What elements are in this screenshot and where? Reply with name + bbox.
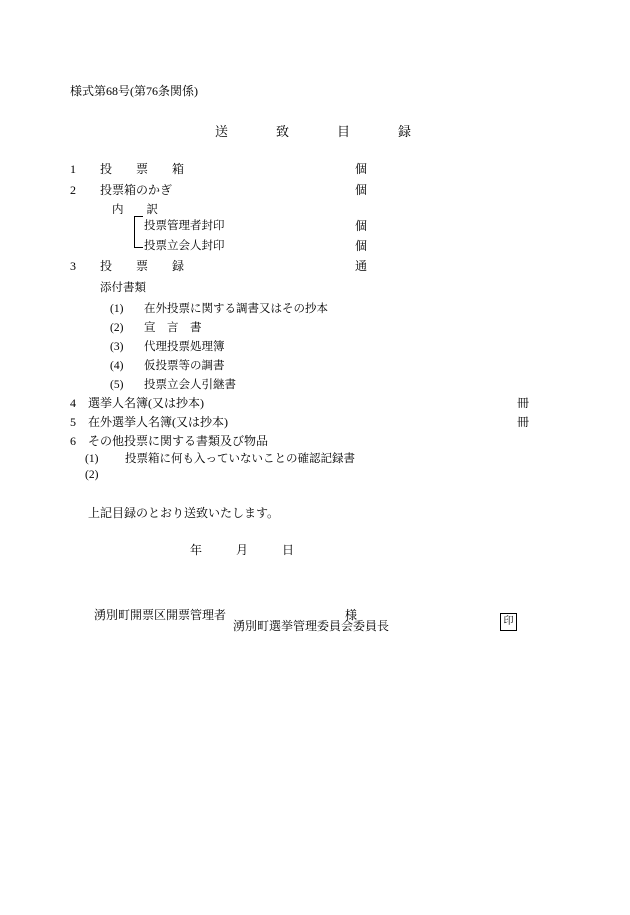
braced-item-unit: 個 [355, 239, 368, 253]
date-year: 年 [190, 543, 203, 557]
title-char-3: 目 [337, 124, 351, 139]
item-unit: 冊 [517, 415, 530, 429]
attachments-heading: 添付書類 [100, 282, 146, 294]
attachment-number: (1) [110, 303, 124, 315]
attachment-label: 投票立会人引継書 [144, 379, 236, 391]
item-number: 1 [70, 162, 76, 176]
attachment-label: 代理投票処理簿 [144, 341, 225, 353]
item-label: 投 票 箱 [100, 162, 185, 176]
brace-bracket [134, 216, 143, 248]
sender-name: 湧別町選挙管理委員会委員長 [233, 619, 390, 633]
item-number: 4 [70, 396, 76, 410]
braced-item-label: 投票管理者封印 [144, 220, 225, 232]
item-number: 3 [70, 259, 76, 273]
list-item [70, 413, 228, 430]
date-day: 日 [282, 543, 295, 557]
item-unit: 冊 [517, 396, 530, 410]
item-label: 在外選挙人名簿(又は抄本) [88, 415, 229, 429]
statement-text: 上記目録のとおり送致いたします。 [88, 506, 280, 520]
list-item [70, 257, 184, 274]
sub-item-number: (1) [85, 453, 99, 465]
attachment-label: 宣 言 書 [144, 322, 202, 334]
date-line [190, 541, 294, 558]
item-label: 投票箱のかぎ [100, 183, 173, 197]
attachment-number: (3) [110, 341, 124, 353]
item-unit: 通 [355, 259, 368, 273]
list-item [85, 469, 125, 481]
attachment-label: 仮投票等の調書 [144, 360, 225, 372]
item-unit: 個 [355, 183, 368, 197]
sub-item-label: 投票箱に何も入っていないことの確認記録書 [125, 453, 355, 465]
recipient-honorific: 様 [345, 608, 358, 622]
title-char-1: 送 [215, 124, 229, 139]
list-item [85, 450, 355, 466]
breakdown-heading: 内 訳 [112, 204, 158, 216]
list-item [70, 181, 172, 198]
list-item [70, 160, 184, 177]
list-item [110, 319, 202, 335]
braced-item-unit: 個 [355, 219, 368, 233]
item-label: 選挙人名簿(又は抄本) [88, 396, 205, 410]
attachment-number: (5) [110, 379, 124, 391]
braced-item-label: 投票立会人封印 [144, 240, 225, 252]
list-item [110, 300, 328, 316]
list-item [110, 338, 225, 354]
attachment-number: (2) [110, 322, 124, 334]
item-number: 2 [70, 183, 76, 197]
seal-stamp: 印 [500, 613, 517, 631]
list-item [110, 376, 236, 392]
form-number: 様式第68号(第76条関係) [70, 84, 198, 98]
item-label: その他投票に関する書類及び物品 [88, 434, 269, 448]
attachment-number: (4) [110, 360, 124, 372]
list-item [70, 432, 268, 449]
document-title [215, 121, 411, 140]
attachment-label: 在外投票に関する調書又はその抄本 [144, 303, 328, 315]
item-number: 5 [70, 415, 76, 429]
list-item [70, 394, 204, 411]
sub-item-number: (2) [85, 469, 99, 481]
recipient-name: 湧別町開票区開票管理者 [94, 608, 227, 622]
item-number: 6 [70, 434, 76, 448]
title-char-2: 致 [276, 124, 290, 139]
date-month: 月 [236, 543, 249, 557]
list-item [110, 357, 225, 373]
title-char-4: 録 [398, 124, 412, 139]
item-label: 投 票 録 [100, 259, 185, 273]
item-unit: 個 [355, 162, 368, 176]
